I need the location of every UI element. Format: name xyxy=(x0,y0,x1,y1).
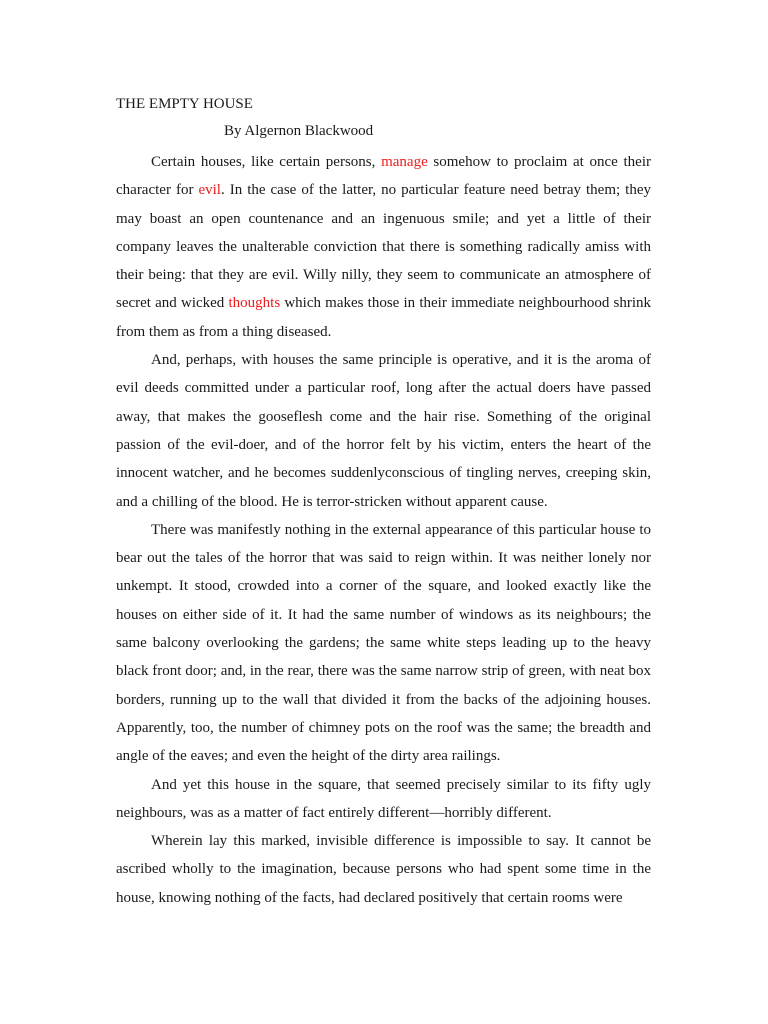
paragraph-4 xyxy=(116,771,651,828)
document-page xyxy=(116,92,651,912)
document-title: THE EMPTY HOUSE xyxy=(116,96,253,112)
highlighted-word: evil xyxy=(198,182,221,199)
text-segment: And yet this house in the square, that seemed precisely similar to its fifty ugly neighbours, was as a matter of fact entirely different—horribly different. xyxy=(116,776,651,821)
highlighted-word: manage xyxy=(381,154,428,170)
paragraph-5 xyxy=(116,827,651,912)
text-segment: Wherein lay this marked, invisible difference is impossible to say. It cannot be ascribed wholly to the imagination, because persons who had spent some time in the house, knowing nothing of the facts, had declared positively that certain rooms were xyxy=(116,833,651,906)
text-segment: And, perhaps, with houses the same principle is operative, and it is the aroma of evil deeds committed under a particular roof, long after the actual doers have passed away, that makes the gooseflesh come and the hair rise. Something of the original passion of the evil-doer, and of the horror felt by his victim, enters the heart of the innocent watcher, and he becomes suddenlyconscious of tingling nerves, creeping skin, and a chilling of the blood. He is terror-stricken without apparent cause. xyxy=(116,352,651,510)
highlighted-word: thoughts xyxy=(228,295,281,312)
paragraph-1 xyxy=(116,148,651,346)
text-segment: . In the case of the latter, no particular feature need betray them; they may boast an open countenance and an ingenuous smile; and yet a little of their company leaves the unalterable conviction that there is something radically amiss with their being: that they are evil. Willy nilly, they seem to communicate an atmosphere of secret and wicked xyxy=(116,182,652,312)
text-segment: Certain houses, like certain persons, xyxy=(151,154,382,170)
author-byline: By Algernon Blackwood xyxy=(224,123,374,139)
text-segment: which makes those in their immediate neighbourhood shrink from them as from a thing diseased. xyxy=(116,295,651,340)
text-segment: There was manifestly nothing in the external appearance of this particular house to bear out the tales of the horror that was said to reign within. It was neither lonely nor unkempt. It stood, crowded into a corner of the square, and looked exactly like the houses on either side of it. It had the same number of windows as its neighbours; the same balcony overlooking the gardens; the same white steps leading up to the heavy black front door; and, in the rear, there was the same narrow strip of green, with neat box borders, running up to the wall that divided it from the backs of the adjoining houses. Apparently, too, the number of chimney pots on the roof was the same; the breadth and angle of the eaves; and even the height of the dirty area railings. xyxy=(116,521,651,765)
paragraph-2 xyxy=(116,346,651,516)
paragraph-3 xyxy=(116,516,651,771)
text-segment: somehow to proclaim at once their character for xyxy=(116,154,652,199)
